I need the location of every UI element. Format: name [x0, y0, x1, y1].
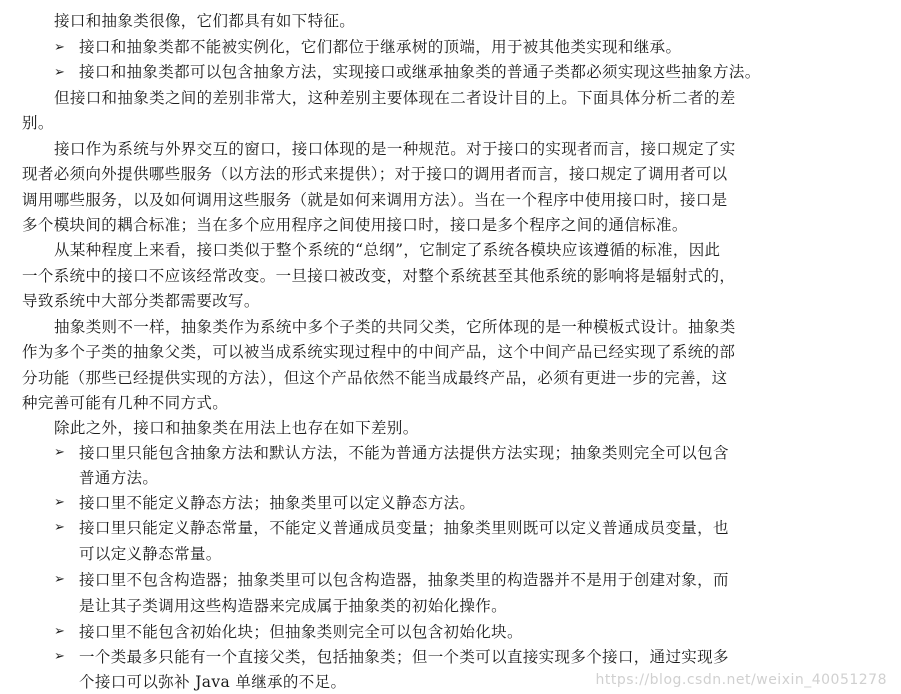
text-line: 分功能（那些已经提供实现的方法），但这个产品依然不能当成最终产品，必须有更进一步的完善，这: [22, 369, 728, 387]
text-line: 是让其子类调用这些构造器来完成属于抽象类的初始化操作。: [79, 597, 507, 615]
text-line: 接口里不能包含初始化块；但抽象类则完全可以包含初始化块。: [79, 623, 523, 641]
text-line: 可以定义静态常量。: [79, 545, 222, 563]
watermark: https://blog.csdn.net/weixin_40051278: [595, 672, 887, 688]
text-line: 个接口可以弥补 Java 单继承的不足。: [79, 673, 347, 691]
text-line: 接口里不能定义静态方法；抽象类里可以定义静态方法。: [79, 494, 476, 512]
text-line: 除此之外，接口和抽象类在用法上也存在如下差别。: [54, 419, 419, 437]
bullet-icon: ➢: [54, 40, 65, 55]
text-line: 一个类最多只能有一个直接父类，包括抽象类；但一个类可以直接实现多个接口，通过实现多: [79, 648, 729, 666]
text-line: 现者必须向外提供哪些服务（以方法的形式来提供）；对于接口的调用者而言，接口规定了调用者可以: [22, 165, 728, 183]
bullet-icon: ➢: [54, 649, 65, 664]
bullet-icon: ➢: [54, 445, 65, 460]
text-line: 多个模块间的耦合标准；当在多个应用程序之间使用接口时，接口是多个程序之间的通信标准。: [22, 216, 688, 234]
text-line: 接口和抽象类都不能被实例化，它们都位于继承树的顶端，用于被其他类实现和继承。: [79, 38, 682, 56]
bullet-icon: ➢: [54, 520, 65, 535]
text-line: 抽象类则不一样，抽象类作为系统中多个子类的共同父类，它所体现的是一种模板式设计。抽象类: [54, 318, 736, 336]
text-line: 但接口和抽象类之间的差别非常大，这种差别主要体现在二者设计目的上。下面具体分析二者的差: [54, 89, 736, 107]
text-line: 调用哪些服务，以及如何调用这些服务（就是如何来调用方法）。当在一个程序中使用接口时，接口是: [22, 191, 728, 209]
text-line: 从某种程度上来看，接口类似于整个系统的“总纲”，它制定了系统各模块应该遵循的标准，因此: [54, 241, 721, 259]
bullet-icon: ➢: [54, 572, 65, 587]
text-line: 种完善可能有几种不同方式。: [22, 394, 229, 412]
text-line: 接口里不包含构造器；抽象类里可以包含构造器，抽象类里的构造器并不是用于创建对象，而: [79, 571, 729, 589]
bullet-icon: ➢: [54, 65, 65, 80]
bullet-icon: ➢: [54, 495, 65, 510]
text-line: 接口里只能包含抽象方法和默认方法，不能为普通方法提供方法实现；抽象类则完全可以包含: [79, 444, 729, 462]
text-line: 别。: [22, 114, 54, 132]
bullet-icon: ➢: [54, 624, 65, 639]
text-line: 接口里只能定义静态常量，不能定义普通成员变量；抽象类里则既可以定义普通成员变量，也: [79, 519, 729, 537]
text-line: 接口作为系统与外界交互的窗口，接口体现的是一种规范。对于接口的实现者而言，接口规定了实: [54, 140, 736, 158]
text-line: 普通方法。: [79, 469, 159, 487]
text-line: 导致系统中大部分类都需要改写。: [22, 292, 260, 310]
text-line: 接口和抽象类很像，它们都具有如下特征。: [54, 12, 356, 30]
text-line: 接口和抽象类都可以包含抽象方法，实现接口或继承抽象类的普通子类都必须实现这些抽象方法。: [79, 63, 761, 81]
text-line: 一个系统中的接口不应该经常改变。一旦接口被改变，对整个系统甚至其他系统的影响将是辐射式的，: [22, 267, 736, 285]
text-line: 作为多个子类的抽象父类，可以被当成系统实现过程中的中间产品，这个中间产品已经实现了系统的部: [22, 343, 736, 361]
